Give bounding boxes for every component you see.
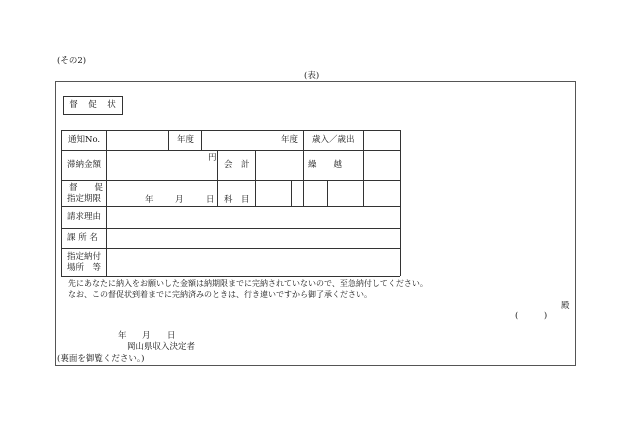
table-line — [291, 180, 292, 206]
table-line — [255, 150, 256, 206]
fiscal-year-label-1: 年度 — [177, 135, 195, 145]
table-line — [106, 130, 107, 276]
table-line — [363, 130, 364, 150]
table-line — [61, 248, 400, 249]
payment-place-label-line2: 場所 等 — [67, 263, 102, 273]
reason-label: 請求理由 — [67, 212, 102, 222]
table-line — [201, 130, 202, 150]
arrears-amount-label: 滞納金額 — [67, 160, 102, 170]
table-line — [61, 150, 400, 151]
addressee-honorific: 殿 — [561, 301, 570, 311]
carried-over-label: 繰 越 — [308, 160, 343, 170]
form-title: 督 促 状 — [63, 96, 123, 115]
table-line — [61, 130, 400, 131]
form-frame — [55, 81, 576, 366]
deadline-label-line1: 督 促 — [69, 183, 104, 193]
account-item-label: 科 目 — [224, 195, 250, 205]
issue-date-day: 日 — [167, 331, 176, 341]
notice-text-line2: なお、この督促状到着までに完納済みのときは、行き違いですから御了承ください。 — [68, 290, 372, 299]
table-line — [61, 228, 400, 229]
notice-no-label: 通知No. — [68, 135, 101, 145]
table-line — [400, 130, 401, 276]
table-line — [61, 180, 400, 181]
table-line — [327, 180, 328, 206]
see-back-note: (裏面を御覧ください。) — [57, 354, 145, 364]
table-line — [363, 150, 364, 206]
side-label: (表) — [304, 71, 320, 81]
notice-text-line1: 先にあなたに納入をお願いした金額は納期限までに完納されていないので、至急納付してください。 — [68, 279, 428, 288]
fiscal-year-label-2: 年度 — [281, 135, 299, 145]
deadline-year: 年 — [145, 195, 154, 205]
table-line — [303, 130, 304, 150]
section-name-label: 課 所 名 — [67, 233, 98, 243]
sheet-label: (その2) — [57, 56, 87, 66]
deadline-day: 日 — [206, 195, 215, 205]
table-line — [61, 276, 400, 277]
account-label: 会 計 — [224, 160, 250, 170]
table-line — [303, 150, 304, 206]
table-line — [61, 130, 62, 276]
table-line — [61, 206, 400, 207]
issue-date-year: 年 — [118, 331, 127, 341]
addressee-paren: ( ) — [515, 311, 548, 321]
deadline-label-line2: 指定期限 — [67, 194, 102, 204]
payment-place-label-line1: 指定納付 — [67, 252, 102, 262]
yen-label: 円 — [208, 153, 217, 163]
table-line — [217, 150, 218, 206]
issuer-name: 岡山県収入決定者 — [127, 342, 196, 352]
issue-date-month: 月 — [142, 331, 151, 341]
table-line — [168, 130, 169, 150]
deadline-month: 月 — [175, 195, 184, 205]
income-expense-label: 歳入／歳出 — [312, 135, 355, 145]
